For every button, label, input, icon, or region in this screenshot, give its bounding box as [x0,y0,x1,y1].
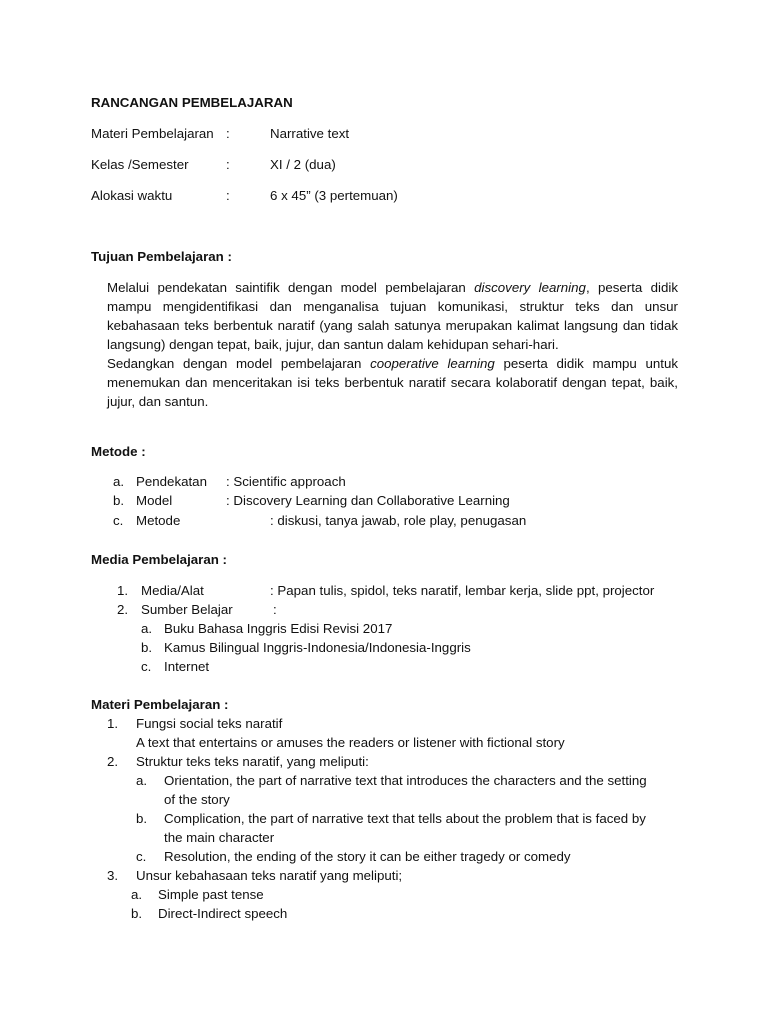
info-value-kelas: XI / 2 (dua) [270,157,336,172]
materi-3-sub-marker-b: b. [131,906,143,921]
materi-item-3-text: Unsur kebahasaan teks naratif yang meliputi; [136,868,403,883]
metode-marker-a: a. [113,474,125,489]
media-sub-marker-a: a. [141,621,153,636]
materi-marker-2: 2. [107,754,119,769]
materi-heading: Materi Pembelajaran : [91,697,229,712]
info-colon-materi: : [226,126,230,141]
media-label-alat: Media/Alat [141,583,204,598]
tujuan-p2-text-b: peserta didik mampu untuk menemukan dan menceritakan isi teks berbentuk naratif secara kolaboratif dengan tepat, baik, jujur, dan santun. [107,356,678,409]
metode-marker-b: b. [113,493,125,508]
info-value-alokasi: 6 x 45” (3 pertemuan) [270,188,398,203]
metode-marker-c: c. [113,513,124,528]
materi-item-2-text: Struktur teks teks naratif, yang meliputi: [136,754,369,769]
metode-value-pendekatan: : Scientific approach [226,474,346,489]
media-marker-2: 2. [117,602,129,617]
materi-3-sub-marker-a: a. [131,887,143,902]
info-label-kelas: Kelas /Semester [91,157,189,172]
materi-marker-1: 1. [107,716,119,731]
media-sub-text-b: Kamus Bilingual Inggris-Indonesia/Indonesia-Inggris [164,640,471,655]
materi-2-sub-b-line2: the main character [164,830,275,845]
materi-2-sub-b-line1: Complication, the part of narrative text that tells about the problem that is faced by [164,811,646,826]
materi-2-sub-a-line2: of the story [164,792,230,807]
media-sub-text-c: Internet [164,659,210,674]
info-label-alokasi: Alokasi waktu [91,188,173,203]
tujuan-paragraph-2 [107,354,678,411]
media-value-alat: : Papan tulis, spidol, teks naratif, lembar kerja, slide ppt, projector [270,583,655,598]
tujuan-paragraph-1 [107,278,678,354]
media-sub-marker-b: b. [141,640,153,655]
media-label-sumber: Sumber Belajar [141,602,233,617]
document-title: RANCANGAN PEMBELAJARAN [91,95,293,110]
materi-marker-3: 3. [107,868,119,883]
metode-label-model: Model [136,493,173,508]
materi-2-sub-a-line1: Orientation, the part of narrative text that introduces the characters and the setting [164,773,647,788]
metode-label-metode: Metode [136,513,181,528]
metode-value-model: : Discovery Learning dan Collaborative Learning [226,493,510,508]
materi-2-sub-marker-b: b. [136,811,148,826]
media-sub-marker-c: c. [141,659,152,674]
tujuan-p2-text-a: Sedangkan dengan model pembelajaran [107,356,371,371]
tujuan-p2-emphasis: cooperative learning [370,356,495,371]
media-heading: Media Pembelajaran : [91,552,227,567]
info-colon-alokasi: : [226,188,230,203]
tujuan-p1-text-a: Melalui pendekatan saintifik dengan model pembelajaran [107,280,475,295]
tujuan-heading: Tujuan Pembelajaran : [91,249,232,264]
info-value-materi: Narrative text [270,126,350,141]
metode-label-pendekatan: Pendekatan [136,474,207,489]
materi-item-1-text: Fungsi social teks naratif [136,716,283,731]
media-value-sumber: : [273,602,277,617]
metode-value-metode: : diskusi, tanya jawab, role play, penugasan [270,513,527,528]
metode-heading: Metode : [91,444,146,459]
materi-3-sub-text-a: Simple past tense [158,887,264,902]
media-marker-1: 1. [117,583,129,598]
media-sub-text-a: Buku Bahasa Inggris Edisi Revisi 2017 [164,621,393,636]
materi-2-sub-marker-c: c. [136,849,147,864]
materi-item-1-desc: A text that entertains or amuses the readers or listener with fictional story [136,735,565,750]
tujuan-p1-text-b: , peserta didik mampu mengidentifikasi dan menganalisa tujuan komunikasi, struktur teks dan unsur kebahasaan teks berbentuk naratif (yang salah satunya merupakan kalimat langsung dan tidak langsung) dengan tepat, baik, jujur, dan santun dalam kehidupan sehari-hari. [107,280,678,352]
materi-3-sub-text-b: Direct-Indirect speech [158,906,288,921]
materi-2-sub-c-line1: Resolution, the ending of the story it can be either tragedy or comedy [164,849,571,864]
materi-2-sub-marker-a: a. [136,773,148,788]
info-colon-kelas: : [226,157,230,172]
info-label-materi: Materi Pembelajaran [91,126,214,141]
tujuan-p1-emphasis: discovery learning [474,280,586,295]
